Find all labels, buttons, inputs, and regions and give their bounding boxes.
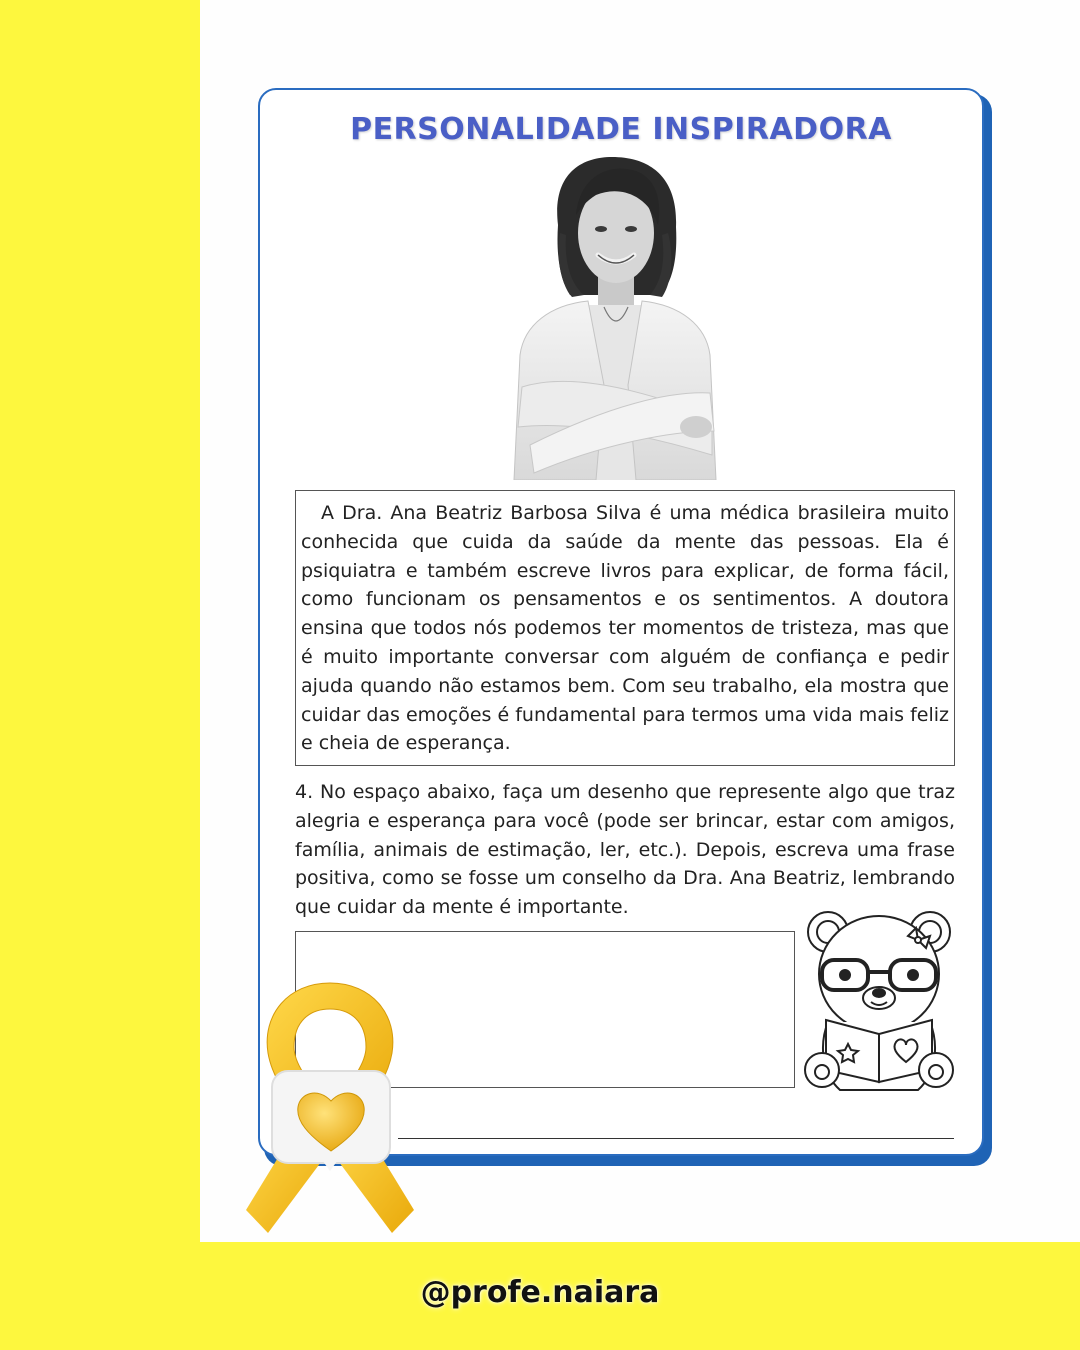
yellow-awareness-ribbon-heart-icon — [238, 975, 422, 1245]
question-4-text: 4. No espaço abaixo, faça um desenho que represente algo que traz alegria e esperança para você (pode ser brincar, estar com amigos, família, animais de estimação, ler, etc.). Depois, escreva uma frase positiva, como se fosse um conselho da Dra. Ana Beatriz, lembrando que cuidar da mente é importante. — [295, 781, 955, 919]
bio-text-box — [295, 490, 955, 766]
doctor-portrait-image — [500, 155, 730, 480]
teddy-bear-reading-coloring-icon — [800, 902, 958, 1098]
page-title: PERSONALIDADE INSPIRADORA — [350, 112, 892, 147]
answer-line[interactable] — [398, 1138, 954, 1139]
footer-handle: @profe.naiara — [420, 1275, 660, 1310]
bio-paragraph: A Dra. Ana Beatriz Barbosa Silva é uma médica brasileira muito conhecida que cuida da saúde da mente das pessoas. Ela é psiquiatra e também escreve livros para explicar, de forma fácil, como funcionam os pensamentos e os sentimentos. A doutora ensina que todos nós podemos ter momentos de tristeza, mas que é muito importante conversar com alguém de confiança e pedir ajuda quando não estamos bem. Com seu trabalho, ela mostra que cuidar das emoções é fundamental para termos uma vida mais feliz e cheia de esperança. — [301, 502, 950, 755]
yellow-side-band — [0, 0, 200, 1350]
